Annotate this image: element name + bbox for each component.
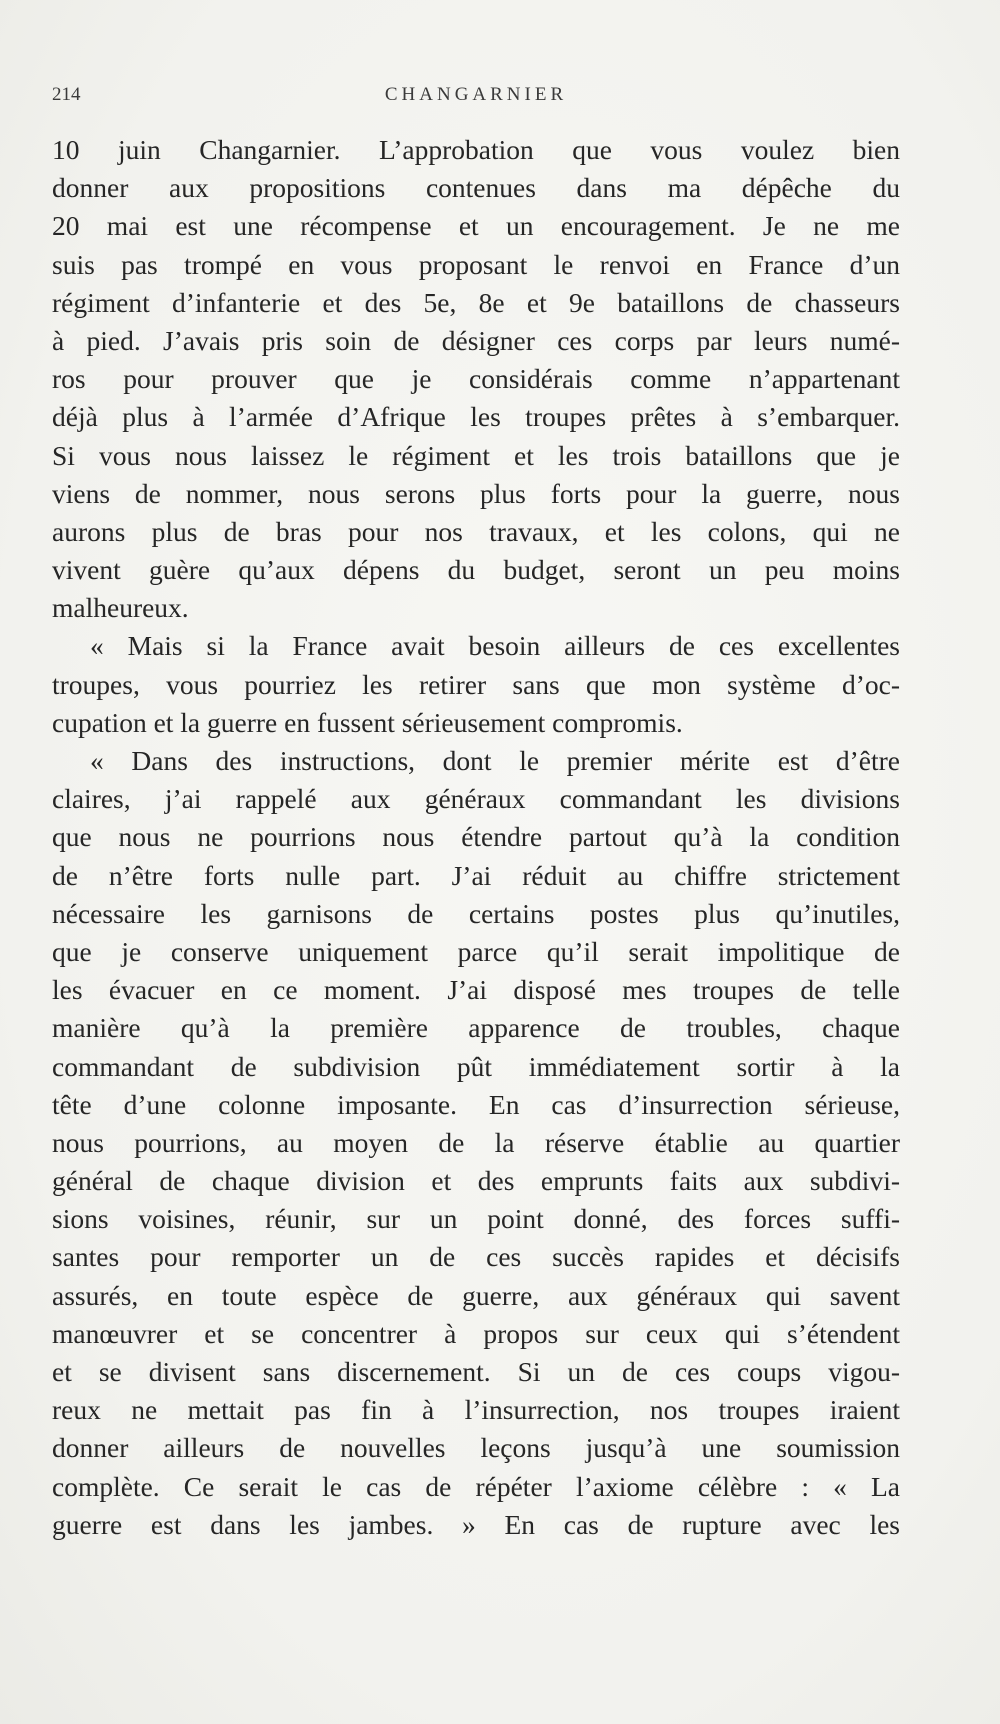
text-line: cupation et la guerre en fussent sérieusement compromis.: [52, 706, 683, 738]
text-line: et se divisent sans discernement. Si un de ces coups vigou-: [52, 1356, 900, 1387]
text-line: manœuvrer et se concentrer à propos sur ceux qui s’étendent: [52, 1317, 900, 1349]
text-line: à pied. J’avais pris soin de désigner ces corps par leurs numé-: [52, 324, 900, 356]
text-line: régiment d’infanterie et des 5e, 8e et 9e bataillons de chasseurs: [52, 286, 900, 318]
text-line: ros pour prouver que je considérais comme n’appartenant: [52, 363, 900, 395]
running-head: [52, 84, 900, 114]
text-line: Si vous nous laissez le régiment et les trois bataillons que je: [52, 439, 900, 471]
text-line: complète. Ce serait le cas de répéter l’axiome célèbre : « La: [52, 1470, 900, 1502]
text-line: reux ne mettait pas fin à l’insurrection, nos troupes iraient: [52, 1394, 900, 1426]
text-line: troupes, vous pourriez les retirer sans que mon système d’oc-: [52, 668, 900, 700]
text-line: général de chaque division et des emprunts faits aux subdivi-: [52, 1165, 900, 1197]
text-line: viens de nommer, nous serons plus forts pour la guerre, nous: [52, 477, 900, 509]
page-number: 214: [52, 84, 81, 105]
text-line: sions voisines, réunir, sur un point donné, des forces suffi-: [52, 1203, 900, 1235]
text-line: manière qu’à la première apparence de troubles, chaque: [52, 1012, 900, 1044]
text-line: nécessaire les garnisons de certains postes plus qu’inutiles,: [52, 897, 900, 929]
text-line: donner aux propositions contenues dans ma dépêche du: [52, 172, 900, 204]
text-line: 10 juin Changarnier. L’approbation que vous voulez bien: [52, 134, 900, 165]
text-line: les évacuer en ce moment. J’ai disposé mes troupes de telle: [52, 974, 900, 1006]
text-line: guerre est dans les jambes. » En cas de rupture avec les: [52, 1508, 900, 1540]
text-line: déjà plus à l’armée d’Afrique les troupes prêtes à s’embarquer.: [52, 401, 900, 433]
text-line: donner ailleurs de nouvelles leçons jusqu’à une soumission: [52, 1432, 900, 1464]
body-text: [52, 131, 900, 1544]
text-line: assurés, en toute espèce de guerre, aux généraux qui savent: [52, 1279, 900, 1311]
text-line: « Mais si la France avait besoin ailleurs de ces excellentes: [90, 630, 900, 662]
text-line: santes pour remporter un de ces succès rapides et décisifs: [52, 1241, 900, 1273]
text-line: de n’être forts nulle part. J’ai réduit au chiffre strictement: [52, 859, 900, 891]
text-line: tête d’une colonne imposante. En cas d’insurrection sérieuse,: [52, 1088, 900, 1120]
running-title: CHANGARNIER: [384, 84, 568, 105]
text-line: nous pourrions, au moyen de la réserve établie au quartier: [52, 1126, 900, 1158]
text-line: aurons plus de bras pour nos travaux, et les colons, qui ne: [52, 515, 900, 547]
text-line: malheureux.: [52, 592, 189, 624]
text-line: 20 mai est une récompense et un encouragement. Je ne me: [52, 210, 900, 242]
text-line: vivent guère qu’aux dépens du budget, seront un peu moins: [52, 554, 900, 586]
text-line: suis pas trompé en vous proposant le renvoi en France d’un: [52, 248, 900, 280]
text-line: « Dans des instructions, dont le premier mérite est d’être: [90, 745, 900, 776]
text-line: que je conserve uniquement parce qu’il serait impolitique de: [52, 935, 900, 967]
text-line: claires, j’ai rappelé aux généraux commandant les divisions: [52, 783, 900, 815]
text-line: commandant de subdivision pût immédiatement sortir à la: [52, 1050, 900, 1082]
text-line: que nous ne pourrions nous étendre partout qu’à la condition: [52, 821, 900, 853]
